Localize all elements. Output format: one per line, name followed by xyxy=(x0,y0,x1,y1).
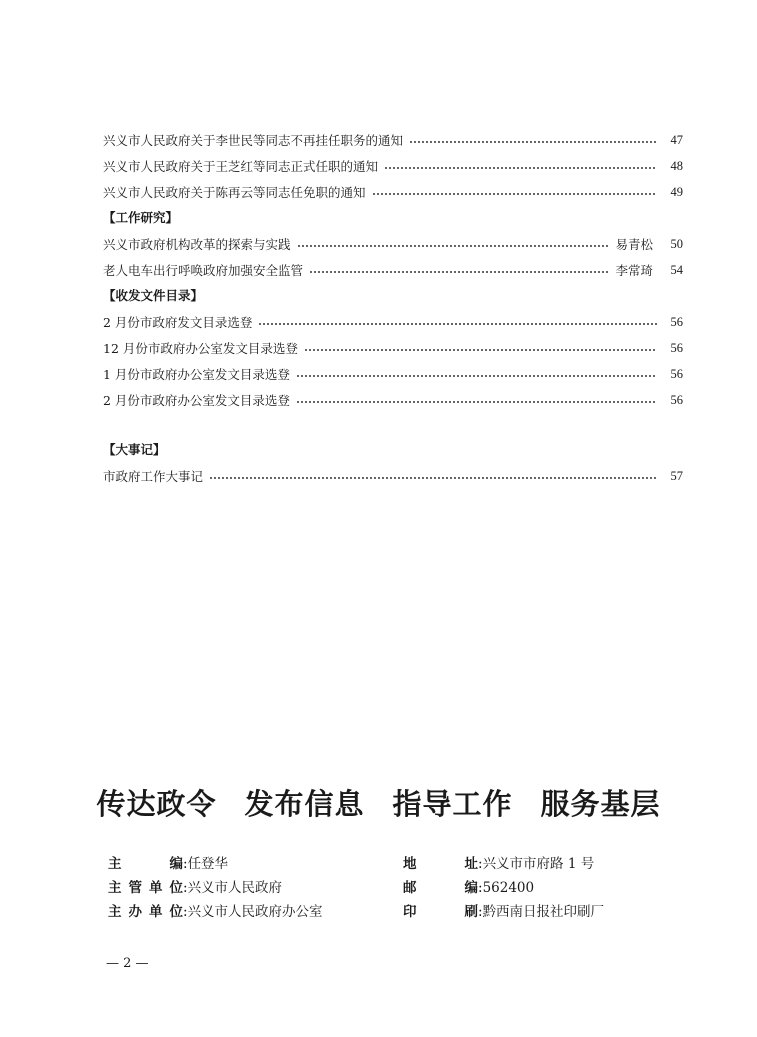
section-spacer xyxy=(103,413,683,437)
toc-entry xyxy=(103,153,683,179)
toc-entry-page: 56 xyxy=(670,366,683,381)
toc-entry xyxy=(103,127,683,153)
toc-leader-dots xyxy=(304,349,657,351)
toc-entry-title: 老人电车出行呼唤政府加强安全监管 xyxy=(103,263,304,278)
colophon-value: 兴义市市府路 1 号 xyxy=(482,856,595,872)
toc-leader-dots xyxy=(309,271,609,273)
toc-entry xyxy=(103,179,683,205)
toc-leader-dots xyxy=(297,245,610,247)
colophon-value: 兴义市人民政府办公室 xyxy=(187,904,323,920)
toc-entry-title: 兴义市人民政府关于李世民等同志不再挂任职务的通知 xyxy=(103,133,404,148)
toc-entry-title: 2 月份市政府办公室发文目录选登 xyxy=(103,393,290,408)
toc-leader-dots xyxy=(409,141,657,143)
colophon-label: 地 址 xyxy=(403,856,478,872)
colophon-value: 兴义市人民政府 xyxy=(187,880,283,896)
toc-entry xyxy=(103,361,683,387)
colophon-label: 印 刷 xyxy=(403,904,478,920)
toc-entry-title: 兴义市人民政府关于王芝红等同志正式任职的通知 xyxy=(103,159,379,174)
colophon-label: 邮 编 xyxy=(403,880,478,896)
slogan-phrase: 发布信息 xyxy=(244,787,365,821)
toc-entry-title: 2 月份市政府发文目录选登 xyxy=(103,315,253,330)
toc-entry-page: 50 xyxy=(670,236,683,251)
colophon-value: 任登华 xyxy=(187,856,229,872)
section-heading-events: 【大事记】 xyxy=(103,442,166,457)
colophon-row: 地 址 : 兴义市市府路 1 号 xyxy=(403,852,604,876)
colophon-left xyxy=(108,852,323,924)
toc-leader-dots xyxy=(258,323,657,325)
slogan-phrase: 指导工作 xyxy=(392,787,513,821)
colophon-row: 主 编 : 任登华 xyxy=(108,852,323,876)
toc-entry-page: 48 xyxy=(670,158,683,173)
slogan-phrase: 传达政令 xyxy=(96,787,217,821)
toc-entry-page: 56 xyxy=(670,314,683,329)
page-number: — 2 — xyxy=(106,956,149,971)
colophon-label: 主 管 单 位 xyxy=(108,880,183,896)
colophon-label: 主 编 xyxy=(108,856,183,872)
toc-leader-dots xyxy=(209,477,657,479)
toc-entry xyxy=(103,463,683,489)
toc-entry-title: 1 月份市政府办公室发文目录选登 xyxy=(103,367,290,382)
toc-entry-page: 56 xyxy=(670,340,683,355)
colophon-label: 主 办 单 位 xyxy=(108,904,183,920)
section-heading-work-research: 【工作研究】 xyxy=(103,210,179,225)
toc-entry-page: 57 xyxy=(670,468,683,483)
colophon-value: 黔西南日报社印刷厂 xyxy=(482,904,605,920)
colophon-row: 邮 编 : 562400 xyxy=(403,876,604,900)
toc-leader-dots xyxy=(372,193,657,195)
toc-entry xyxy=(103,309,683,335)
toc-entry-page: 49 xyxy=(670,184,683,199)
section-heading-documents: 【收发文件目录】 xyxy=(103,288,204,303)
slogan xyxy=(0,782,757,823)
table-of-contents xyxy=(103,127,683,489)
toc-leader-dots xyxy=(296,375,657,377)
colophon-value: 562400 xyxy=(482,880,535,896)
toc-leader-dots xyxy=(384,167,657,169)
colophon-row: 主 办 单 位 : 兴义市人民政府办公室 xyxy=(108,900,323,924)
toc-entry-title: 兴义市政府机构改革的探索与实践 xyxy=(103,237,291,252)
colophon-row: 主 管 单 位 : 兴义市人民政府 xyxy=(108,876,323,900)
toc-entry xyxy=(103,231,683,257)
toc-entry-title: 市政府工作大事记 xyxy=(103,469,204,484)
toc-entry-page: 56 xyxy=(670,392,683,407)
toc-entry-page: 54 xyxy=(670,262,683,277)
toc-entry xyxy=(103,387,683,413)
toc-entry-title: 12 月份市政府办公室发文目录选登 xyxy=(103,341,298,356)
toc-entry-author: 易青松 xyxy=(615,237,653,252)
toc-entry xyxy=(103,257,683,283)
toc-leader-dots xyxy=(296,401,657,403)
toc-entry xyxy=(103,335,683,361)
toc-entry-author: 李常琦 xyxy=(615,263,653,278)
toc-entry-title: 兴义市人民政府关于陈再云等同志任免职的通知 xyxy=(103,185,366,200)
toc-entry-page: 47 xyxy=(670,132,683,147)
colophon-row: 印 刷 : 黔西南日报社印刷厂 xyxy=(403,900,604,924)
colophon-right xyxy=(403,852,604,924)
slogan-phrase: 服务基层 xyxy=(540,787,661,821)
